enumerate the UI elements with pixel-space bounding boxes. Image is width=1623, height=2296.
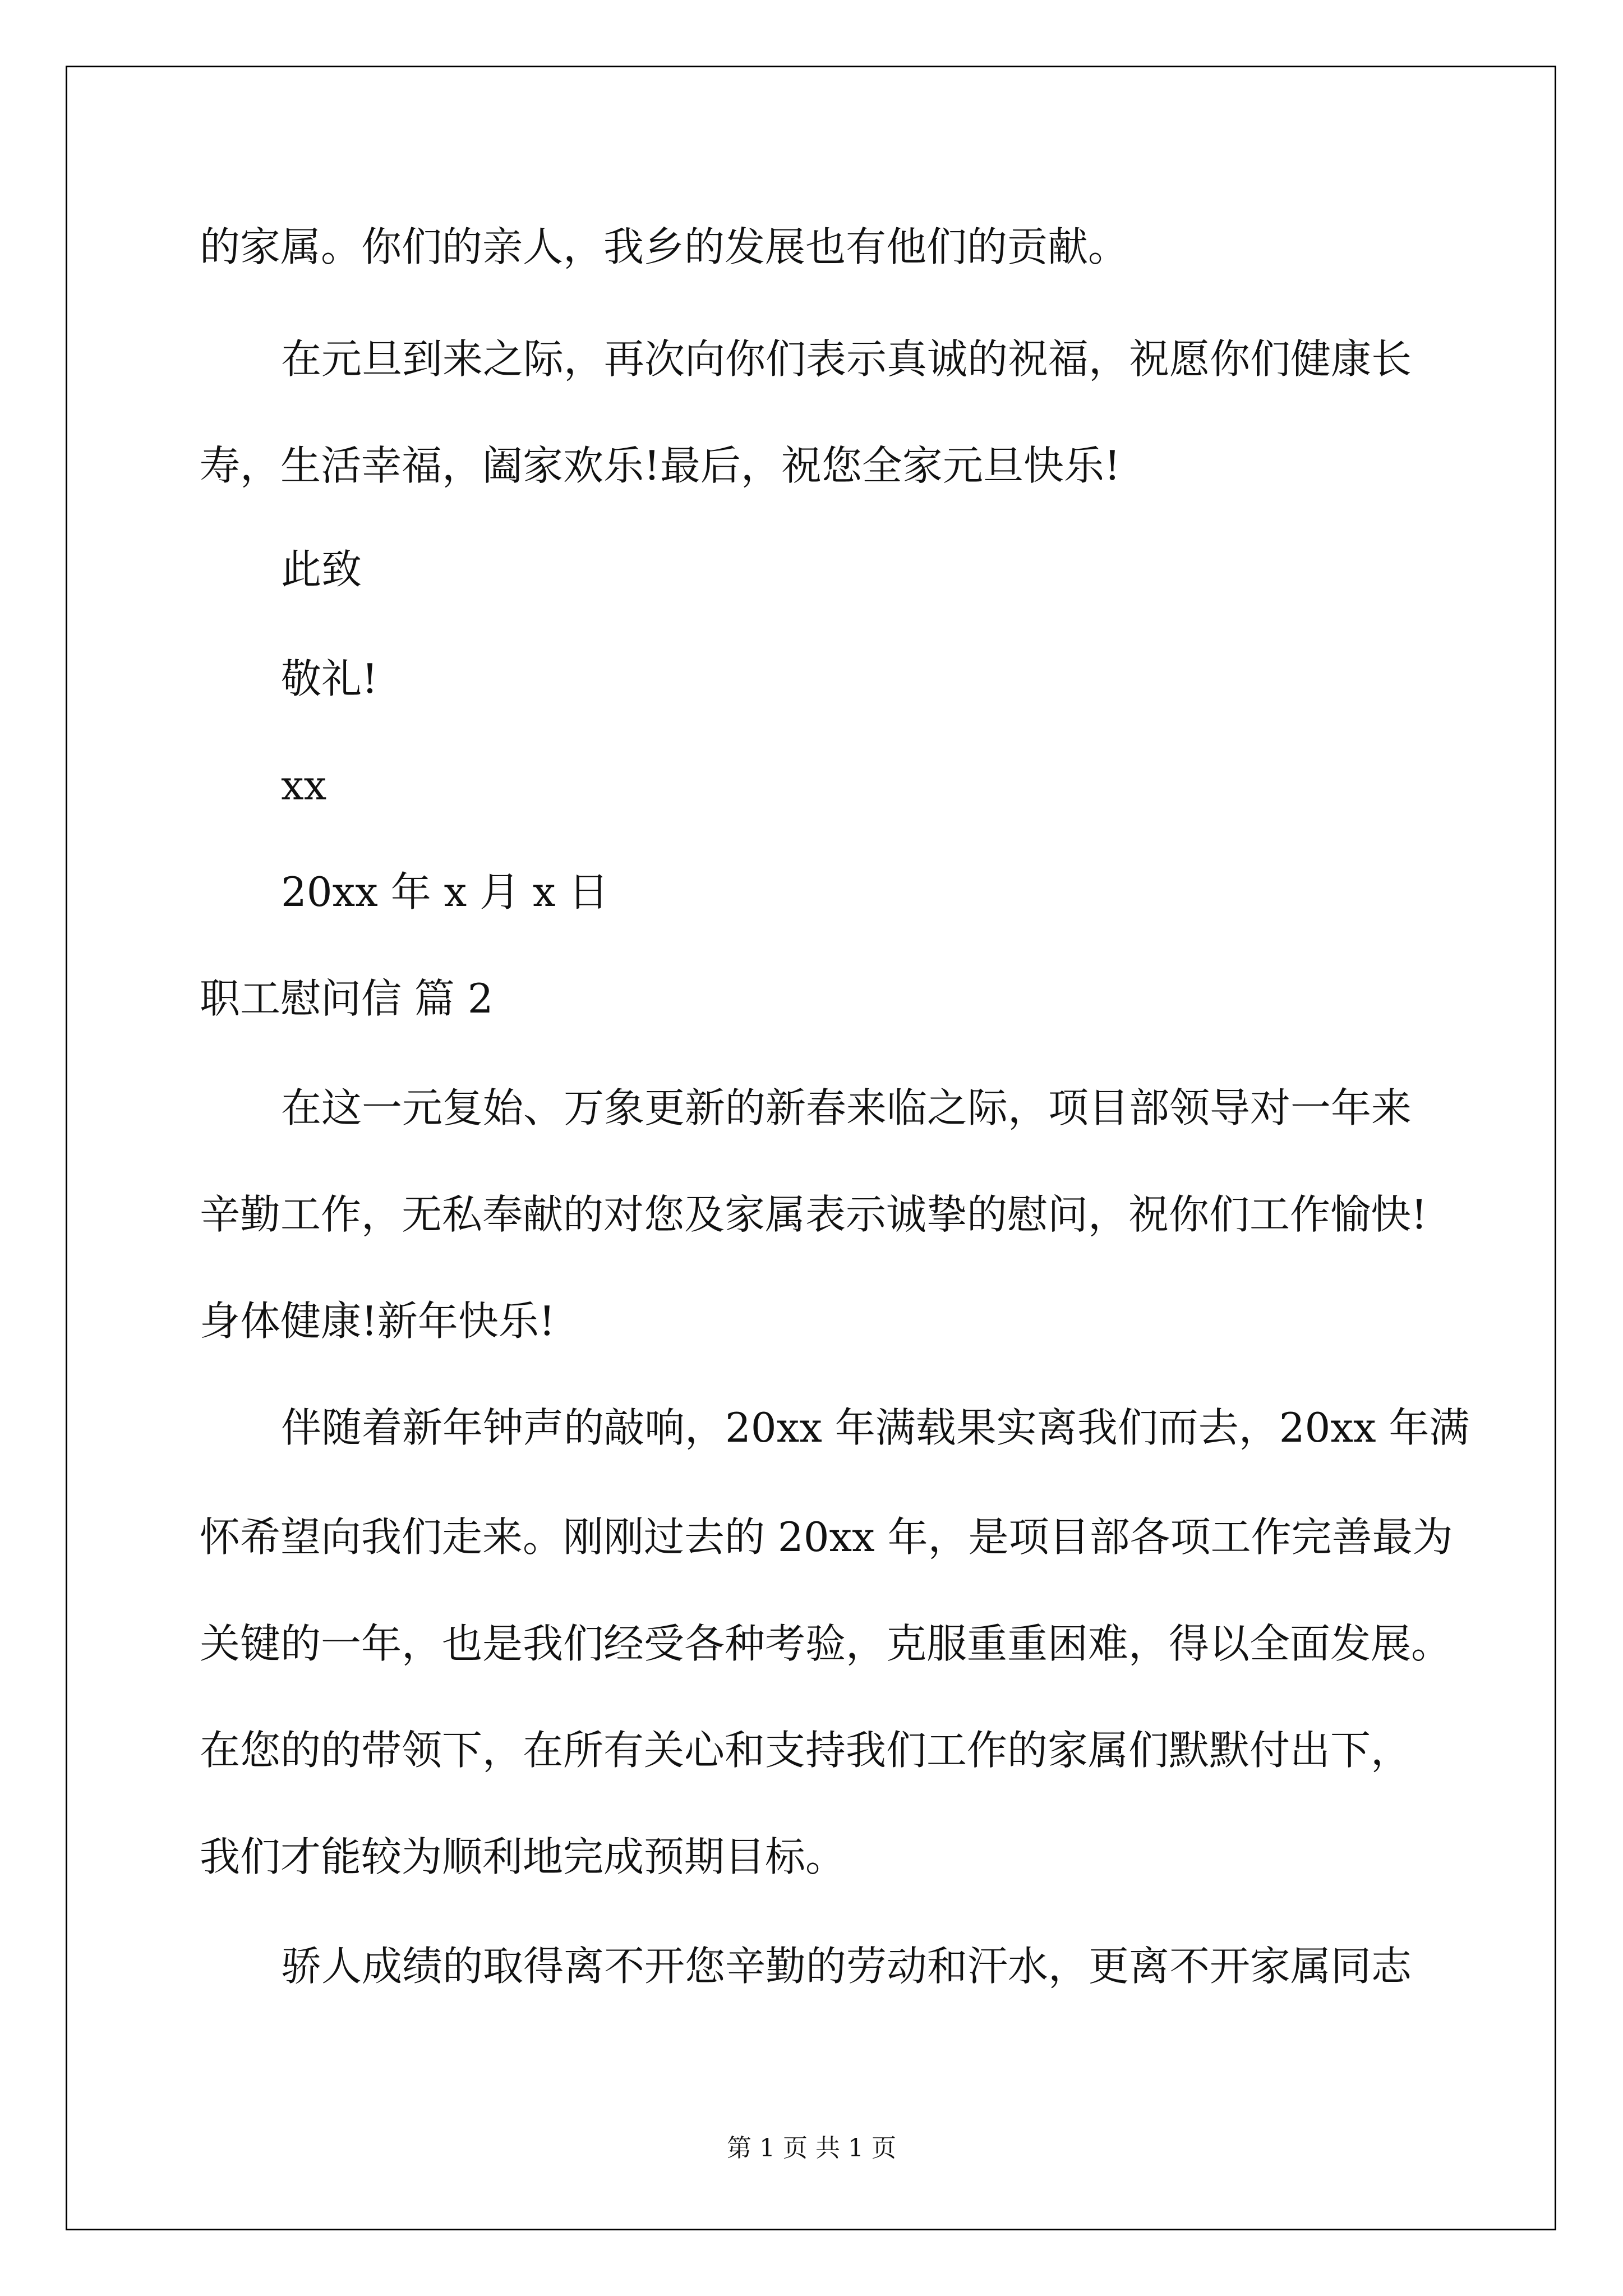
section-heading: 职工慰问信 篇 2 [200, 975, 494, 1022]
paragraph-line: 的家属。你们的亲人，我乡的发展也有他们的贡献。 [200, 223, 1129, 270]
signature: xx [281, 762, 327, 809]
paragraph-line: 身体健康!新年快乐! [200, 1297, 555, 1345]
paragraph-line: 骄人成绩的取得离不开您辛勤的劳动和汗水，更离不开家属同志 [281, 1943, 1412, 1990]
date-line: 20xx 年 x 月 x 日 [281, 868, 609, 915]
paragraph-line: 关键的一年，也是我们经受各种考验，克服重重困难，得以全面发展。 [200, 1620, 1452, 1667]
paragraph-line: 伴随着新年钟声的敲响，20xx 年满载果实离我们而去，20xx 年满 [281, 1404, 1470, 1451]
paragraph-line: 在您的的带领下，在所有关心和支持我们工作的家属们默默付出下， [200, 1727, 1412, 1774]
paragraph-line: 辛勤工作，无私奉献的对您及家属表示诚挚的慰问，祝你们工作愉快! [200, 1191, 1427, 1238]
paragraph-line: 寿，生活幸福，阖家欢乐!最后，祝您全家元旦快乐! [200, 442, 1121, 489]
page-footer: 第 1 页 共 1 页 [727, 2134, 896, 2162]
closing-regards: 敬礼! [281, 655, 378, 702]
closing-salutation: 此致 [281, 546, 362, 593]
paragraph-line: 我们才能较为顺利地完成预期目标。 [200, 1833, 846, 1880]
page-border [66, 66, 1556, 2230]
paragraph-line: 在元旦到来之际，再次向你们表示真诚的祝福，祝愿你们健康长 [281, 335, 1412, 383]
paragraph-line: 在这一元复始、万象更新的新春来临之际，项目部领导对一年来 [281, 1084, 1412, 1131]
paragraph-line: 怀希望向我们走来。刚刚过去的 20xx 年，是项目部各项工作完善最为 [200, 1513, 1453, 1561]
